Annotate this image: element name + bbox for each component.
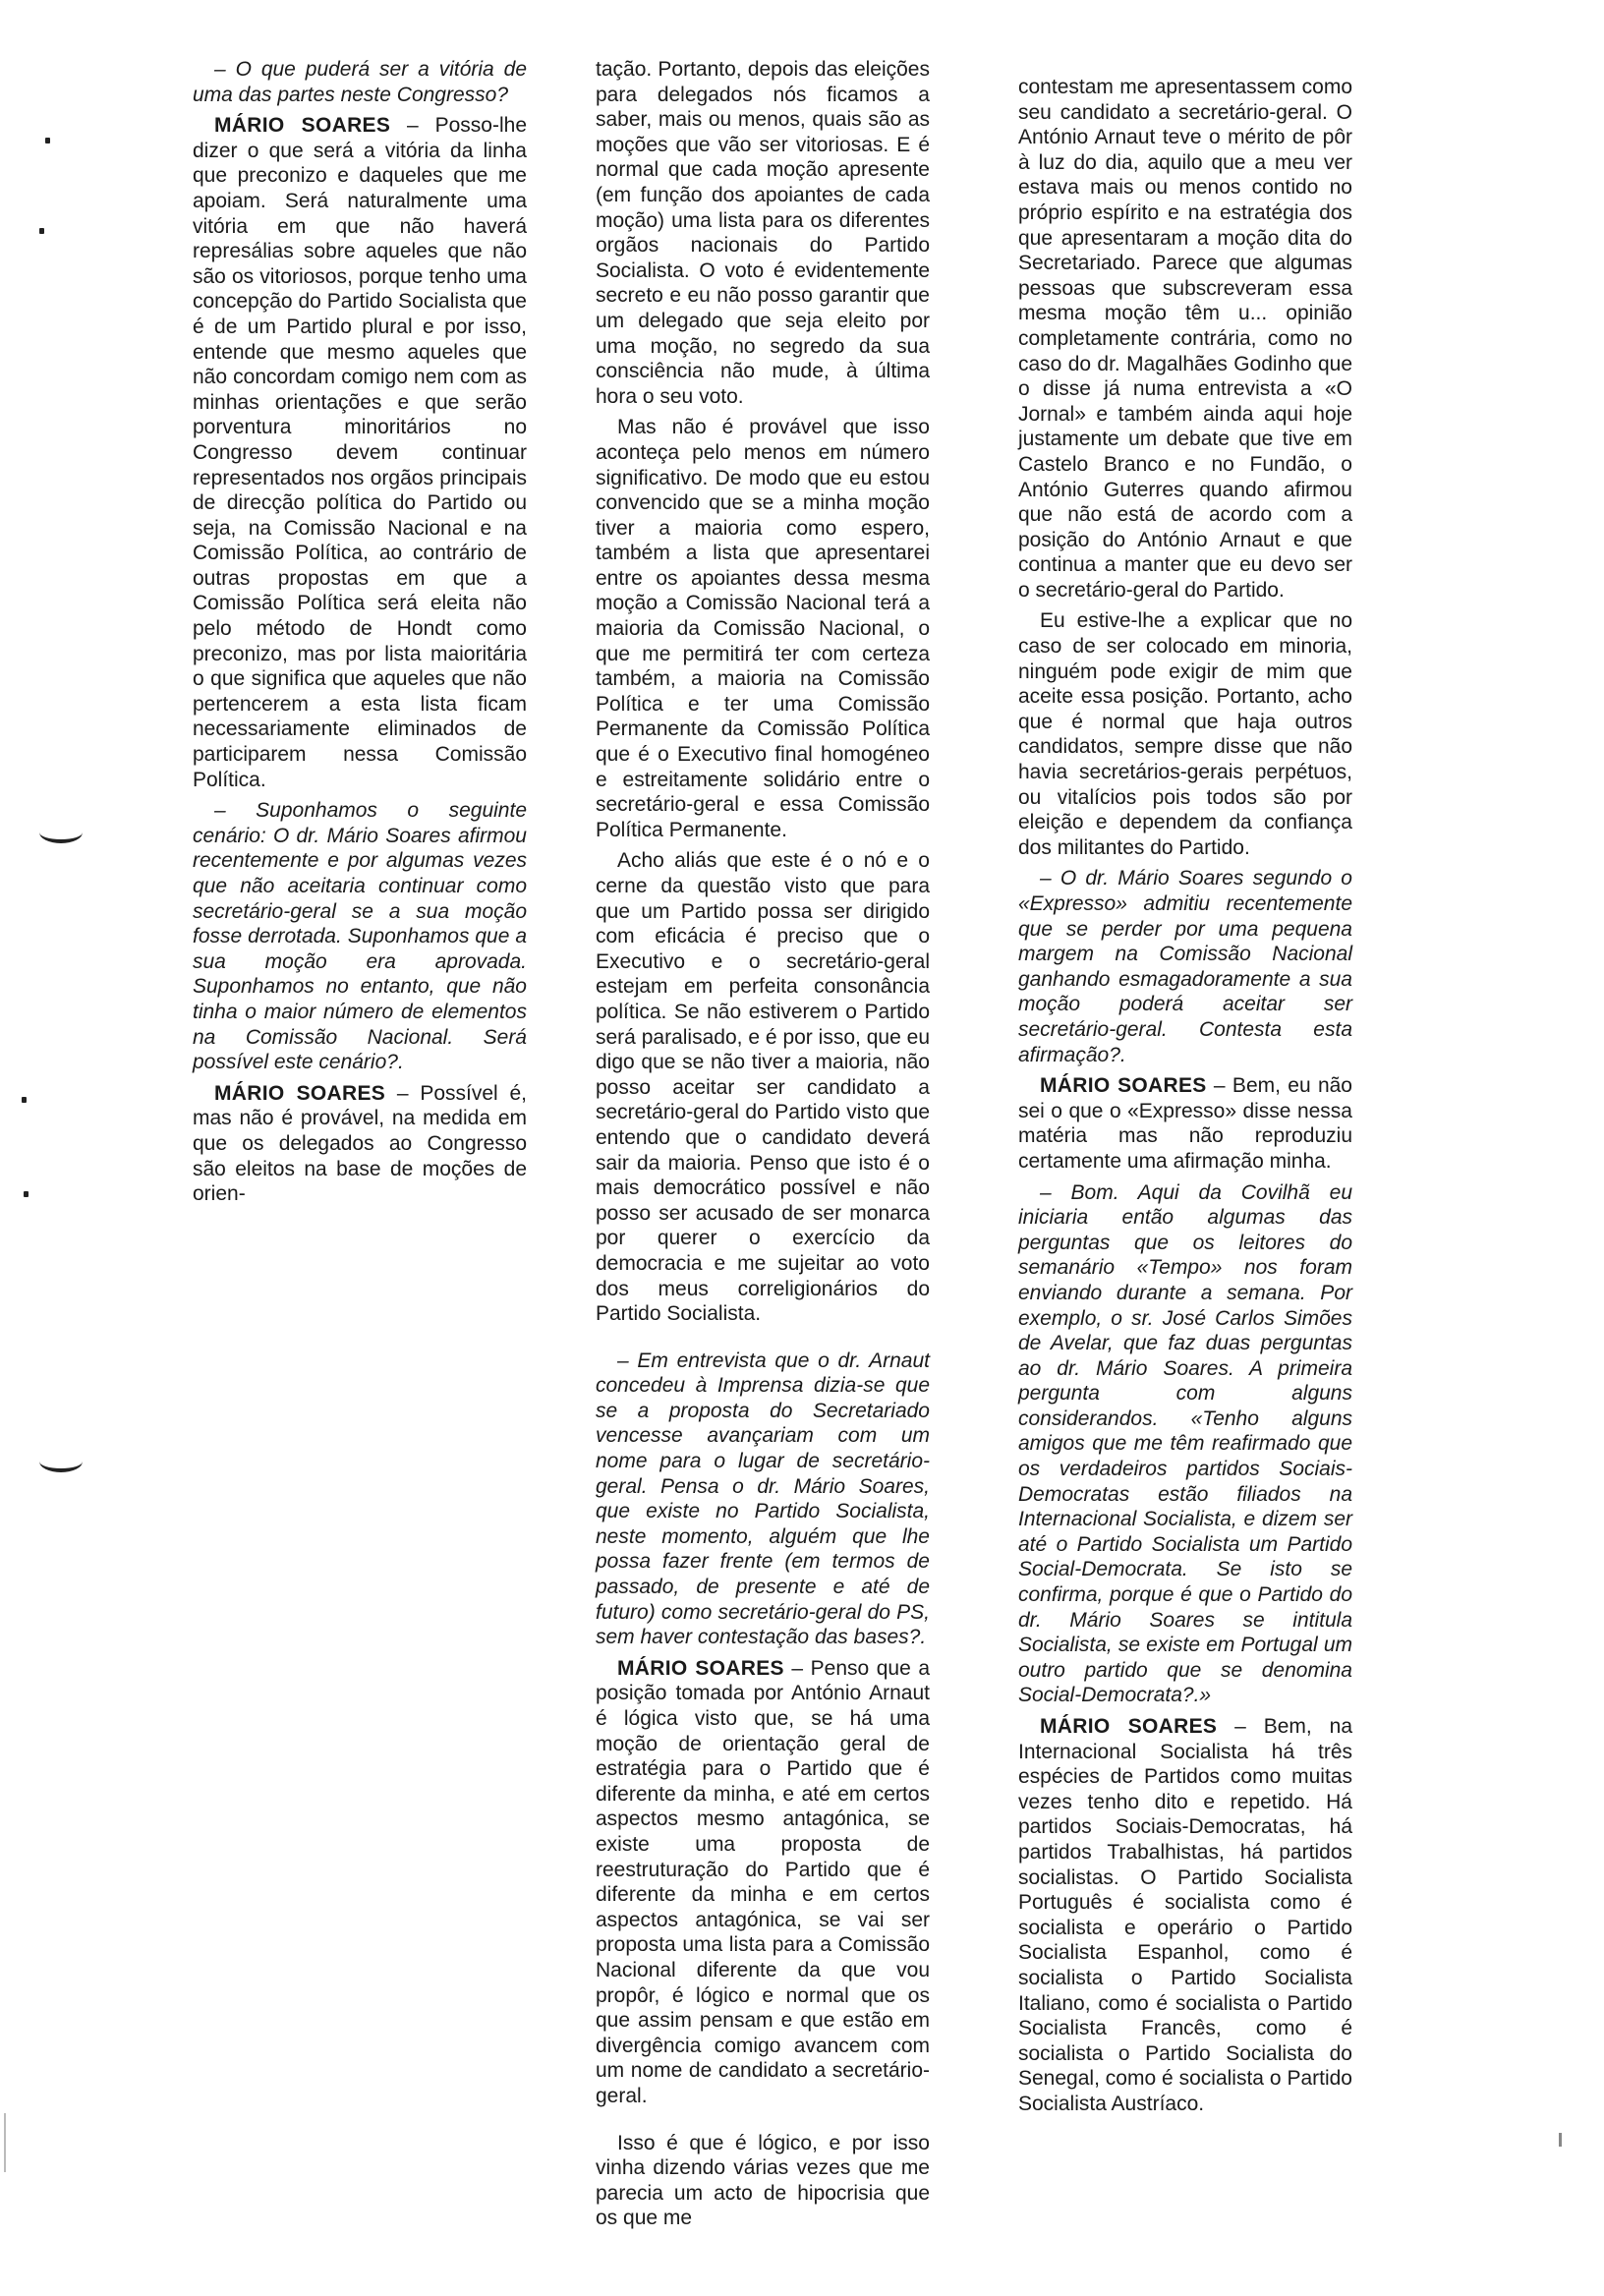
- body-paragraph: [596, 57, 930, 409]
- answer-paragraph: [1018, 1073, 1352, 1174]
- paragraph-text: Eu estive-lhe a explicar que no caso de ser colocado em minoria, ninguém pode exigir de mim que aceite essa posição. Portanto, acho que é normal que haja outros candidatos, sempre disse que não havia secretários-gerais perpétuos, ou vitalícios pois todos são por eleição e dependem da confiança dos militantes do Partido.: [1018, 609, 1352, 859]
- margin-speck: [39, 228, 44, 234]
- margin-speck: [22, 1097, 27, 1103]
- interviewer-question: [193, 57, 527, 107]
- paragraph-text: – Posso-lhe dizer o que será a vitória da linha que preconizo e daqueles que me apoiam. Será naturalmente uma vitória em que não haverá represálias sobre aqueles que não são os vitoriosos, porque tenho uma concepção do Partido Socialista que é de um Partido plural e por isso, entende que mesmo aqueles que não concordam comigo nem com as minhas orientações e que serão porventura minoritários no Congresso devem continuar representados nos orgãos principais de direcção política do Partido ou seja, na Comissão Nacional e na Comissão Política, ao contrário de outras propostas em que a Comissão Política será eleita não pelo método de Hondt como preconizo, mas por lista maioritária o que significa que aqueles que não pertencerem a esta lista ficam necessariamente eliminados de participarem nessa Comissão Política.: [193, 114, 527, 791]
- answer-paragraph: [1018, 1714, 1352, 2117]
- text-column-3: [1018, 75, 1352, 2123]
- answer-paragraph: [193, 113, 527, 792]
- speaker-name: MÁRIO SOARES: [214, 114, 391, 138]
- paragraph-text: – Possível é, mas não é provável, na medida em que os delegados ao Congresso são eleitos na base de moções de orien-: [193, 1081, 527, 1206]
- speaker-name: MÁRIO SOARES: [1040, 1074, 1207, 1098]
- interviewer-question: [1018, 1180, 1352, 1708]
- speaker-name: MÁRIO SOARES: [617, 1656, 784, 1680]
- paragraph-text: – Bom. Aqui da Covilhã eu iniciaria então algumas das perguntas que os leitores do semanário «Tempo» nos foram enviando durante a semana. Por exemplo, o sr. José Carlos Simões de Avelar, que faz duas perguntas ao dr. Mário Soares. A primeira pergunta com alguns considerandos. «Tenho alguns amigos que me têm reafirmado que os verdadeiros partidos Sociais-Democratas estão filiados na Internacional Socialista, e dizem ser até o Partido Socialista um Partido Social-Democrata. Se isto se confirma, porque é que o Partido do dr. Mário Soares se intitula Socialista, se existe em Portugal um outro partido que se denomina Social-Democrata?.»: [1018, 1180, 1352, 1707]
- paragraph-text: Acho aliás que este é o nó e o cerne da questão visto que para que um Partido possa ser dirigido com eficácia é preciso que o Executivo e o secretário-geral estejam em perfeita consonância política. Se não estiverem o Partido será paralisado, e é por isso, que eu digo que se não tiver a maioria, não posso aceitar ser candidato a secretário-geral do Partido visto que entendo que o candidato deverá sair da maioria. Penso que isto é o mais democrático possível e não posso ser acusado de ser monarca por querer o exercício da democracia e me sujeitar ao voto dos meus correligionários do Partido Socialista.: [596, 849, 930, 1326]
- paragraph-text: – Em entrevista que o dr. Arnaut concedeu à Imprensa dizia-se que se a proposta do Secretariado vencesse avançariam com um nome para o lugar de secretário-geral. Pensa o dr. Mário Soares, que existe no Partido Socialista, neste momento, alguém que lhe possa fazer frente (em termos de passado, de presente e até de futuro) como secretário-geral do PS, sem haver contestação das bases?.: [596, 1349, 930, 1649]
- body-paragraph: [1018, 608, 1352, 860]
- paragraph-text: – Suponhamos o seguinte cenário: O dr. Mário Soares afirmou recentemente e por algumas vezes que não aceitaria continuar como secretário-geral se a sua moção fosse derrotada. Suponhamos que a sua moção era aprovada. Suponhamos no entanto, que não tinha o maior número de elementos na Comissão Nacional. Será possível este cenário?.: [193, 799, 527, 1074]
- paragraph-text: Isso é que é lógico, e por isso vinha dizendo várias vezes que me parecia um acto de hipocrisia que os que me: [596, 2131, 930, 2230]
- scan-edge-tick: [1559, 2133, 1562, 2147]
- paragraph-text: tação. Portanto, depois das eleições para delegados nós ficamos a saber, mais ou menos, quais são as moções que vão ser vitoriosas. E é normal que cada moção apresente (em função dos apoiantes de cada moção) uma lista para os diferentes orgãos nacionais do Partido Socialista. O voto é evidentemente secreto e eu não posso garantir que um delegado que seja eleito por uma moção, no segredo da sua consciência não mude, à última hora o seu voto.: [596, 58, 930, 408]
- interviewer-question: [1018, 866, 1352, 1067]
- text-column-1: [193, 57, 527, 1213]
- speaker-name: MÁRIO SOARES: [1040, 1715, 1218, 1738]
- paragraph-text: – Penso que a posição tomada por António Arnaut é lógica visto que, se há uma moção de orientação geral de estratégia para o Partido que é diferente da minha, e até em certos aspectos mesmo antagónica, se existe uma proposta de reestruturação do Partido que é diferente da minha e em certos aspectos antagónica, se vai ser proposta uma lista para a Comissão Nacional diferente da que vou propôr, é lógico e normal que os que assim pensam e que estão em divergência comigo avancem com um nome de candidato a secretário-geral.: [596, 1656, 930, 2107]
- paragraph-text: – Bem, na Internacional Socialista há três espécies de Partidos como muitas vezes tenho dito e repetido. Há partidos Sociais-Democratas, há partidos Trabalhistas, há partidos socialistas. O Partido Socialista Português é socialista como é socialista e operário o Partido Socialista Espanhol, como é socialista o Partido Socialista Italiano, como é socialista o Partido Socialista Francês, como é socialista o Partido Socialista do Senegal, como é socialista o Partido Socialista Austríaco.: [1018, 1715, 1352, 2115]
- answer-paragraph: [596, 1656, 930, 2109]
- scan-edge-line: [4, 2113, 6, 2172]
- paragraph-text: – Bem, eu não sei o que o «Expresso» disse nessa matéria mas não reproduziu certamente uma afirmação minha.: [1018, 1074, 1352, 1173]
- paragraph-text: contestam me apresentassem como seu candidato a secretário-geral. O António Arnaut teve o mérito de pôr à luz do dia, aquilo que a meu ver estava mais ou menos contido no próprio espírito e na estratégia dos que apresentaram a moção dita do Secretariado. Parece que algumas pessoas que subscreveram essa mesma moção têm u... opinião completamente contrária, como no caso do dr. Magalhães Godinho que o disse já numa entrevista a «O Jornal» e também ainda aqui hoje justamente um debate que tive em Castelo Branco e no Fundão, o António Guterres quando afirmou que não está de acordo com a posição do António Arnaut e que continua a manter que eu devo ser o secretário-geral do Partido.: [1018, 76, 1352, 602]
- body-paragraph: [1018, 75, 1352, 603]
- answer-paragraph: [193, 1081, 527, 1207]
- body-paragraph: [596, 415, 930, 842]
- margin-binding-mark: [39, 1451, 83, 1472]
- margin-speck: [24, 1191, 29, 1197]
- paragraph-text: Mas não é provável que isso aconteça pelo menos em número significativo. De modo que eu estou convencido que se a minha moção tiver a maioria como espero, também a lista que apresentarei entre os apoiantes dessa mesma moção a Comissão Nacional terá a maioria da Comissão Nacional, o que me permitirá ter com certeza também, a maioria na Comissão Política e ter uma Comissão Permanente da Comissão Política que é o Executivo final homogéneo e estreitamente solidário entre o secretário-geral e essa Comissão Política Permanente.: [596, 416, 930, 841]
- interviewer-question: [596, 1349, 930, 1650]
- text-column-2: [596, 57, 930, 2237]
- paragraph-text: – O que puderá ser a vitória de uma das partes neste Congresso?: [193, 58, 527, 106]
- interviewer-question: [193, 798, 527, 1075]
- speaker-name: MÁRIO SOARES: [214, 1081, 386, 1105]
- paragraph-text: – O dr. Mário Soares segundo o «Expresso» admitiu recentemente que se perder por uma pequena margem na Comissão Nacional ganhando esmagadoramente a sua moção poderá aceitar ser secretário-geral. Contesta esta afirmação?.: [1018, 867, 1352, 1066]
- body-paragraph: [596, 848, 930, 1326]
- margin-binding-mark: [39, 822, 83, 843]
- margin-speck: [45, 138, 50, 144]
- body-paragraph: [596, 2131, 930, 2231]
